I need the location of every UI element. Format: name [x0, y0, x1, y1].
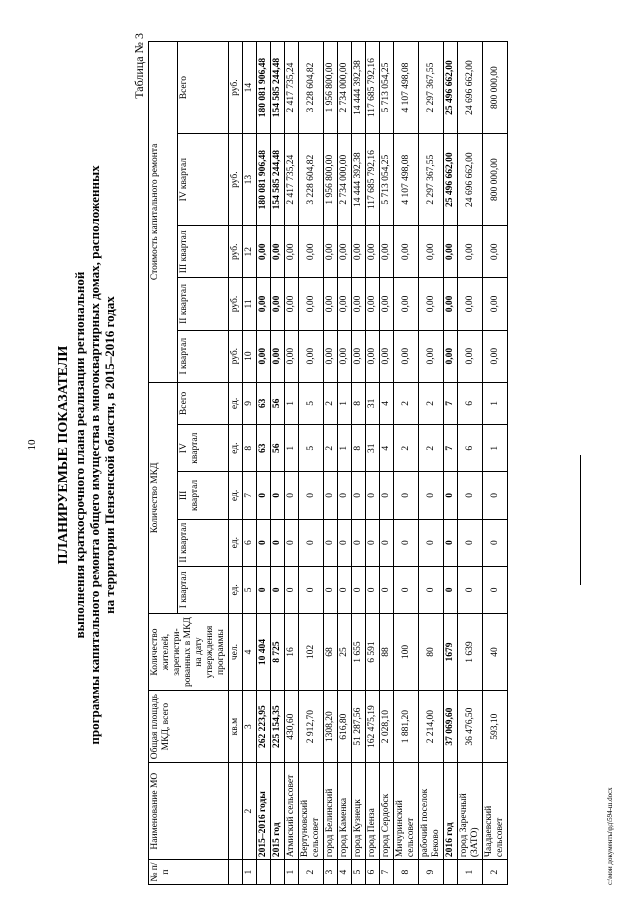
table-cell: 8 725	[271, 614, 285, 691]
header-cost-q4: IV квартал	[177, 134, 228, 226]
table-cell: 0	[285, 472, 299, 519]
table-cell: 4	[380, 425, 394, 472]
table-cell: 0,00	[483, 278, 508, 330]
header-num: № п/п	[149, 860, 229, 885]
table-cell: 0,00	[257, 330, 271, 382]
table-cell: 5	[299, 382, 324, 424]
table-cell: 36 476,50	[458, 691, 483, 763]
table-cell: 0	[324, 519, 338, 566]
table-cell: 0	[338, 519, 352, 566]
table-cell: 0	[444, 566, 458, 613]
table-row	[380, 42, 394, 885]
table-cell: 154 585 244,48	[271, 42, 285, 134]
table-cell: 0,00	[394, 226, 419, 278]
table-cell: 2 297 367,55	[419, 42, 444, 134]
table-body	[229, 42, 508, 885]
table-cell: 7	[444, 382, 458, 424]
table-cell: 0	[394, 472, 419, 519]
table-cell: 0	[366, 472, 380, 519]
table-cell: Вертуновский сельсовет	[299, 763, 324, 860]
table-cell: 0	[324, 566, 338, 613]
table-cell: 0	[483, 472, 508, 519]
header-residents: Количество жителей, зарегистри-рованных в МКД на дату утверждения программы	[149, 614, 229, 691]
table-row	[299, 42, 324, 885]
table-cell: город Кузнецк	[352, 763, 366, 860]
table-cell: 616,80	[338, 691, 352, 763]
table-cell: 37 069,60	[444, 691, 458, 763]
table-cell: 56	[271, 425, 285, 472]
table-cell: 0,00	[299, 278, 324, 330]
table-cell: 25	[338, 614, 352, 691]
table-cell: 0,00	[419, 330, 444, 382]
table-cell: 40	[483, 614, 508, 691]
table-cell: 0	[299, 519, 324, 566]
table-cell: 0	[380, 519, 394, 566]
table-cell: руб.	[229, 330, 243, 382]
table-cell: 2	[394, 382, 419, 424]
table-cell: 8	[352, 382, 366, 424]
table-cell: 8	[243, 425, 257, 472]
table-cell: 0	[271, 519, 285, 566]
table-cell: 80	[419, 614, 444, 691]
table-cell: 0,00	[366, 330, 380, 382]
table-cell: руб.	[229, 42, 243, 134]
table-cell: 180 081 906,48	[257, 42, 271, 134]
header-cost-q1: I квартал	[177, 330, 228, 382]
table-cell: 1	[338, 382, 352, 424]
table-cell: 0	[366, 519, 380, 566]
table-cell: 0,00	[483, 330, 508, 382]
table-cell: 162 475,19	[366, 691, 380, 763]
table-cell: 56	[271, 382, 285, 424]
table-cell: 0,00	[458, 330, 483, 382]
table-cell: 2	[419, 382, 444, 424]
table-cell: 0,00	[366, 226, 380, 278]
table-cell: 63	[257, 425, 271, 472]
table-cell: 0,00	[324, 330, 338, 382]
table-cell: 0	[419, 566, 444, 613]
table-cell: 800 000,00	[483, 134, 508, 226]
table-cell: 0,00	[352, 226, 366, 278]
table-header-row-1	[149, 42, 178, 885]
table-cell: 0	[458, 472, 483, 519]
footer-file-path: c:\мои документы\рд\594-ш.docx	[606, 787, 614, 885]
table-cell: 14 444 392,38	[352, 134, 366, 226]
table-cell: ед.	[229, 425, 243, 472]
table-cell: 800 000,00	[483, 42, 508, 134]
table-cell: город Пенза	[366, 763, 380, 860]
table-cell: 0	[444, 519, 458, 566]
table-cell: 0,00	[299, 226, 324, 278]
table-cell: 117 685 792,16	[366, 42, 380, 134]
table-cell: 1 956 800,00	[324, 134, 338, 226]
table-cell: 0,00	[271, 226, 285, 278]
table-cell: 5 713 054,25	[380, 134, 394, 226]
table-cell: 1	[285, 382, 299, 424]
table-cell: 7	[444, 425, 458, 472]
table-cell: 2	[324, 425, 338, 472]
plan-indicators-table	[148, 41, 508, 885]
table-cell: Мичуринский сельсовет	[394, 763, 419, 860]
table-cell: 31	[366, 425, 380, 472]
table-row	[271, 42, 285, 885]
table-cell: 0	[338, 566, 352, 613]
table-cell: 154 585 244,48	[271, 134, 285, 226]
table-cell: 0,00	[338, 330, 352, 382]
header-count-q1: I квартал	[177, 566, 228, 613]
table-cell: 0	[338, 472, 352, 519]
table-cell: чел.	[229, 614, 243, 691]
table-cell: 0,00	[257, 226, 271, 278]
table-cell: 1308,20	[324, 691, 338, 763]
table-cell: 2	[483, 860, 508, 885]
table-cell: город Каменка	[338, 763, 352, 860]
footnote-divider	[580, 455, 581, 585]
table-cell: 0,00	[271, 330, 285, 382]
table-cell: 2 417 735,24	[285, 134, 299, 226]
table-cell: 2	[243, 763, 257, 860]
table-cell: 0,00	[483, 226, 508, 278]
table-cell: 0	[458, 519, 483, 566]
table-cell: 1	[285, 425, 299, 472]
table-cell: 5 713 054,25	[380, 42, 394, 134]
table-cell: 0	[419, 519, 444, 566]
table-cell: город Сердобск	[380, 763, 394, 860]
landscape-sheet	[20, 25, 620, 885]
table-cell: 0	[419, 472, 444, 519]
table-row	[444, 42, 458, 885]
table-cell: 0,00	[285, 278, 299, 330]
table-cell: Атмиский сельсовет	[285, 763, 299, 860]
header-count-q4: IV квартал	[177, 425, 228, 472]
table-cell: 2015 год	[271, 763, 285, 860]
table-cell: 0	[324, 472, 338, 519]
table-cell: 10	[243, 330, 257, 382]
table-cell: 4 107 498,08	[394, 42, 419, 134]
units-row	[229, 42, 243, 885]
table-row	[257, 42, 271, 885]
table-row	[483, 42, 508, 885]
table-cell: 100	[394, 614, 419, 691]
table-cell: 8	[352, 425, 366, 472]
table-cell: 25 496 662,00	[444, 134, 458, 226]
table-cell: 2 297 367,55	[419, 134, 444, 226]
table-cell: 25 496 662,00	[444, 42, 458, 134]
table-number: Таблица № 3	[132, 33, 146, 99]
table-cell: 5	[243, 566, 257, 613]
table-cell: 8	[394, 860, 419, 885]
table-cell: 4 107 498,08	[394, 134, 419, 226]
table-cell: 0,00	[338, 226, 352, 278]
header-cost-total: Всего	[177, 42, 228, 134]
table-cell: 4	[338, 860, 352, 885]
table-cell: 1 881,20	[394, 691, 419, 763]
table-cell: 0,00	[419, 278, 444, 330]
table-cell: 0	[483, 566, 508, 613]
table-cell: 0,00	[444, 330, 458, 382]
table-cell: 593,10	[483, 691, 508, 763]
table-cell: Чаадаевский сельсовет	[483, 763, 508, 860]
column-index-row	[243, 42, 257, 885]
table-cell: 0	[380, 566, 394, 613]
table-row	[324, 42, 338, 885]
header-cost-q2: II квартал	[177, 278, 228, 330]
table-row	[338, 42, 352, 885]
table-cell: 0	[257, 519, 271, 566]
table-cell: 0,00	[394, 330, 419, 382]
table-cell: 2	[299, 860, 324, 885]
table-cell: 0,00	[299, 330, 324, 382]
table-cell: 0,00	[271, 278, 285, 330]
header-name: Наименование МО	[149, 763, 229, 860]
table-cell: 6	[458, 382, 483, 424]
table-cell: 0	[394, 519, 419, 566]
header-area: Общая площадь МКД, всего	[149, 691, 229, 763]
table-cell: 6	[243, 519, 257, 566]
table-cell: 51 287,56	[352, 691, 366, 763]
table-cell: 0	[271, 566, 285, 613]
table-cell: 0,00	[380, 226, 394, 278]
table-cell: 0,00	[444, 278, 458, 330]
table-cell: 0,00	[352, 278, 366, 330]
table-cell: 2 734 000,00	[338, 42, 352, 134]
table-cell: 0	[352, 472, 366, 519]
table-cell: 7	[380, 860, 394, 885]
table-cell: 1	[285, 860, 299, 885]
table-cell: 0,00	[380, 278, 394, 330]
header-count-q2: II квартал	[177, 519, 228, 566]
table-cell: 0,00	[324, 278, 338, 330]
table-cell: 225 154,35	[271, 691, 285, 763]
table-cell: 1 655	[352, 614, 366, 691]
table-cell: 0	[352, 566, 366, 613]
table-cell: 2016 год	[444, 763, 458, 860]
table-cell: 31	[366, 382, 380, 424]
document-subtitle-line-2: программы капитального ремонта общего имущества в многоквартирных домах, расположенных	[87, 165, 102, 745]
table-cell: ед.	[229, 382, 243, 424]
table-cell: 180 081 906,48	[257, 134, 271, 226]
table-cell: 24 696 662,00	[458, 134, 483, 226]
table-row	[394, 42, 419, 885]
table-cell: 4	[243, 614, 257, 691]
document-subtitle-line-1: выполнения краткосрочного плана реализации региональной	[72, 271, 87, 639]
table-cell: 0	[285, 566, 299, 613]
table-cell: 3	[324, 860, 338, 885]
table-cell: 2	[324, 382, 338, 424]
table-cell: 7	[243, 472, 257, 519]
table-cell: 3 228 604,82	[299, 134, 324, 226]
table-cell: 13	[243, 134, 257, 226]
table-cell: 0	[380, 472, 394, 519]
table-cell: 1	[483, 382, 508, 424]
table-cell: 0	[394, 566, 419, 613]
table-cell: 102	[299, 614, 324, 691]
table-cell: 117 685 792,16	[366, 134, 380, 226]
table-cell: 0,00	[458, 226, 483, 278]
table-cell: 0	[444, 472, 458, 519]
table-cell: 1	[243, 860, 257, 885]
page-number: 10	[26, 439, 38, 451]
header-group-cost: Стоимость капитального ремонта	[149, 42, 178, 383]
table-cell	[444, 860, 458, 885]
table-cell: 6	[366, 860, 380, 885]
table-cell: 1 956 800,00	[324, 42, 338, 134]
table-cell: 1 639	[458, 614, 483, 691]
table-cell: 0	[483, 519, 508, 566]
table-cell	[271, 860, 285, 885]
table-cell: 14	[243, 42, 257, 134]
table-cell: 430,60	[285, 691, 299, 763]
header-count-total: Всего	[177, 382, 228, 424]
table-cell: 0	[271, 472, 285, 519]
table-cell: 0,00	[366, 278, 380, 330]
table-cell: город Заречный (ЗАТО)	[458, 763, 483, 860]
table-cell: 12	[243, 226, 257, 278]
table-cell: 0,00	[257, 278, 271, 330]
table-cell: 0	[299, 566, 324, 613]
table-cell: 11	[243, 278, 257, 330]
table-cell: 2015–2016 годы	[257, 763, 271, 860]
table-cell: руб.	[229, 278, 243, 330]
table-cell: 2 214,00	[419, 691, 444, 763]
table-cell: 2 028,10	[380, 691, 394, 763]
table-cell: 1	[458, 860, 483, 885]
table-cell	[229, 860, 243, 885]
table-cell: 9	[419, 860, 444, 885]
table-cell: 0	[257, 472, 271, 519]
table-cell: 3 228 604,82	[299, 42, 324, 134]
table-cell: 10 404	[257, 614, 271, 691]
table-cell: 1	[483, 425, 508, 472]
header-count-q3: III квартал	[177, 472, 228, 519]
table-cell: руб.	[229, 134, 243, 226]
table-cell: 0	[458, 566, 483, 613]
table-cell	[257, 860, 271, 885]
table-cell: 0	[299, 472, 324, 519]
table-row	[352, 42, 366, 885]
table-cell: 6 591	[366, 614, 380, 691]
table-cell: 0,00	[285, 330, 299, 382]
table-cell: рабочий поселок Беково	[419, 763, 444, 860]
table-cell: 262 223,95	[257, 691, 271, 763]
table-cell: 0	[352, 519, 366, 566]
table-row	[419, 42, 444, 885]
table-cell: кв.м	[229, 691, 243, 763]
table-cell: 0,00	[419, 226, 444, 278]
table-row	[366, 42, 380, 885]
table-cell: 0	[366, 566, 380, 613]
table-cell: ед.	[229, 566, 243, 613]
table-cell: 2 912,70	[299, 691, 324, 763]
table-cell: 0,00	[324, 226, 338, 278]
table-cell: ед.	[229, 519, 243, 566]
table-cell	[229, 763, 243, 860]
table-cell: 14 444 392,38	[352, 42, 366, 134]
table-cell: 2 734 000,00	[338, 134, 352, 226]
header-group-count: Количество МКД	[149, 382, 178, 613]
table-cell: 16	[285, 614, 299, 691]
table-cell: 0	[257, 566, 271, 613]
table-cell: 5	[352, 860, 366, 885]
table-cell: 0,00	[458, 278, 483, 330]
table-cell: город Белинский	[324, 763, 338, 860]
table-cell: 2	[419, 425, 444, 472]
table-cell: ед.	[229, 472, 243, 519]
table-cell: 0,00	[394, 278, 419, 330]
table-cell: 0,00	[338, 278, 352, 330]
table-cell: 0,00	[285, 226, 299, 278]
table-cell: 88	[380, 614, 394, 691]
table-cell: руб.	[229, 226, 243, 278]
table-row	[458, 42, 483, 885]
table-cell: 0,00	[380, 330, 394, 382]
table-cell: 63	[257, 382, 271, 424]
table-cell: 2	[394, 425, 419, 472]
table-cell: 68	[324, 614, 338, 691]
table-cell: 0,00	[352, 330, 366, 382]
table-cell: 3	[243, 691, 257, 763]
table-cell: 6	[458, 425, 483, 472]
table-cell: 1679	[444, 614, 458, 691]
table-cell: 0	[285, 519, 299, 566]
header-cost-q3: III квартал	[177, 226, 228, 278]
table-cell: 1	[338, 425, 352, 472]
table-cell: 2 417 735,24	[285, 42, 299, 134]
table-cell: 0,00	[444, 226, 458, 278]
table-cell: 9	[243, 382, 257, 424]
document-subtitle-line-3: на территории Пензенской области, в 2015–2016 годах	[102, 296, 117, 614]
table-cell: 24 696 662,00	[458, 42, 483, 134]
table-cell: 4	[380, 382, 394, 424]
document-title: ПЛАНИРУЕМЫЕ ПОКАЗАТЕЛИ	[56, 345, 71, 565]
table-cell: 5	[299, 425, 324, 472]
table-row	[285, 42, 299, 885]
